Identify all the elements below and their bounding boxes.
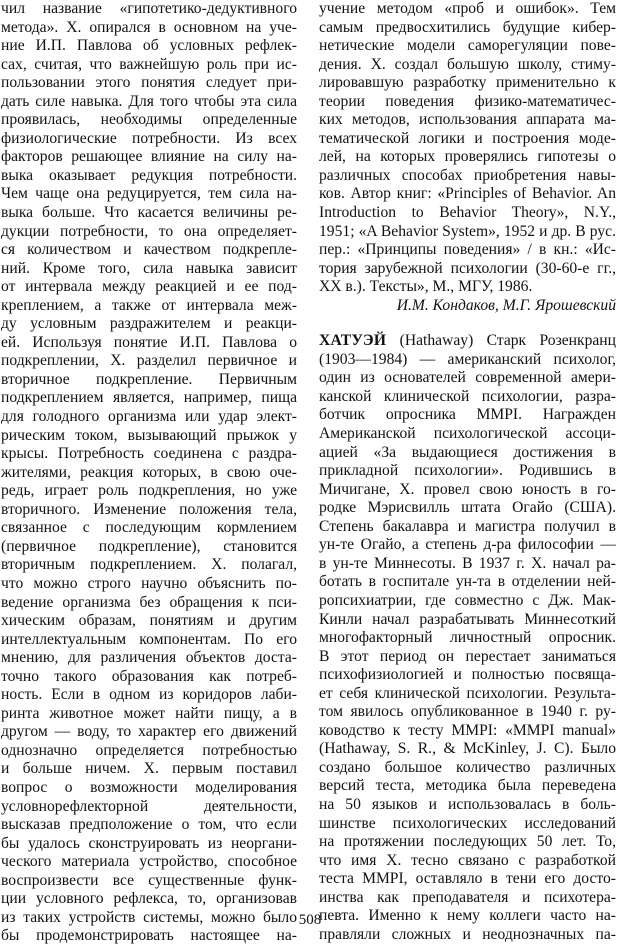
text-line: Кинли начал разрабатывать Миннесоткий bbox=[319, 610, 616, 628]
text-line: самым предвосхитились будущие кибер- bbox=[319, 18, 616, 36]
text-line: ководство к тесту MMPI: «MMPI manual» bbox=[319, 721, 616, 739]
text-line: правляли сложных и неоднозначных па- bbox=[319, 925, 616, 943]
text-line: ческого материала устройство, способное bbox=[1, 853, 297, 871]
text-line: психофизиологией и полностью посвяща- bbox=[319, 666, 616, 684]
text-line: ботчик опросника MMPI. Награжден bbox=[319, 406, 616, 424]
text-line: XX в.). Тексты», М., МГУ, 1986. bbox=[319, 278, 533, 296]
text-line: Чем чаще она редуцируется, тем сила на- bbox=[1, 185, 297, 203]
text-line: Introduction to Behavior Theory», N.Y., bbox=[319, 204, 616, 222]
text-line: ропсихиатрии, где совместно с Дж. Мак- bbox=[319, 591, 616, 609]
text-line: родке Мэрисвилль штата Огайо (США). bbox=[319, 499, 616, 517]
text-line: учение методом «проб и ошибок». Тем bbox=[319, 0, 616, 17]
text-line: крысы. Потребность соединена с раздра- bbox=[1, 445, 297, 463]
text-line: теории поведения физико-математичес- bbox=[319, 92, 616, 110]
text-line: выка больше. Что касается величины ре- bbox=[1, 204, 297, 222]
text-line: пользовании этого понятия следует при- bbox=[1, 74, 297, 92]
text-line: дения. Х. создал большую школу, стиму- bbox=[319, 55, 616, 73]
text-line: ринта животное может найти пищу, а в bbox=[1, 704, 297, 722]
text-line: чил название «гипотетико-дедуктивного bbox=[1, 0, 297, 17]
text-line: (первичное подкрепление), становится bbox=[1, 537, 297, 555]
text-line: инства как преподавателя и психотера- bbox=[319, 888, 616, 906]
text-line: лировавшую разработку применительно к bbox=[319, 74, 616, 92]
text-line: ции условного рефлекса, то, организовав bbox=[1, 890, 297, 908]
text-line: на 50 языков и использовалась в боль- bbox=[319, 795, 616, 813]
text-line: ний. Кроме того, сила навыка зависит bbox=[1, 259, 297, 277]
text-line: мнению, для различения объектов доста- bbox=[1, 649, 297, 667]
text-line: (Hathaway, S. R., & McKinley, J. C). Было bbox=[319, 740, 616, 758]
text-line: вторичным подкреплением. Х. полагал, bbox=[1, 556, 297, 574]
entry-first-line-rest: (Hathaway) Старк Розенкранц bbox=[386, 332, 616, 350]
text-line: В этот период он перестает заниматься bbox=[319, 647, 616, 665]
text-line: физиологические потребности. Из всех bbox=[1, 129, 297, 147]
text-line: жителями, реакция которых, в свою оче- bbox=[1, 463, 297, 481]
text-line: ду условным раздражителем и реакци- bbox=[1, 315, 297, 333]
entry-authors: И.М. Кондаков, М.Г. Ярошевский bbox=[396, 296, 616, 314]
text-line: ботать в госпитале ун-та в отделении ней- bbox=[319, 573, 616, 591]
text-line: шинстве психологических исследований bbox=[319, 814, 616, 832]
text-line: другом — воду, то характер его движений bbox=[1, 723, 297, 741]
text-line: подкреплении, Х. разделил первичное и bbox=[1, 352, 297, 370]
entry-separator bbox=[319, 315, 616, 332]
text-line: связанное с последующим кормлением bbox=[1, 519, 297, 537]
text-line: (1903—1984) — американский психолог, bbox=[319, 350, 616, 368]
left-column bbox=[1, 0, 297, 946]
entry-first-line bbox=[319, 332, 616, 351]
text-line: ей. Используя понятие И.П. Павлова о bbox=[1, 333, 297, 351]
text-line: ся количеством и качеством подкрепле- bbox=[1, 241, 297, 259]
text-line: тематической логики и построения моде- bbox=[319, 129, 616, 147]
text-line: дать силе навыка. Для того чтобы эта сила bbox=[1, 92, 297, 110]
text-line: в ун-те Миннесоты. В 1937 г. Х. начал ра- bbox=[319, 554, 616, 572]
text-line: вторичного. Изменение положения тела, bbox=[1, 500, 297, 518]
text-line: редь, играет роль подкрепления, но уже bbox=[1, 482, 297, 500]
text-line: условнорефлекторной деятельности, bbox=[1, 797, 297, 815]
text-line: тория зарубежной психологии (30-60-е гг., bbox=[319, 259, 616, 277]
text-line: Степень бакалавра и магистра получил в bbox=[319, 517, 616, 535]
text-line: ков. Автор книг: «Principles of Behavior. An bbox=[319, 185, 616, 203]
text-line: точно такого образования как потреб- bbox=[1, 667, 297, 685]
text-line: создано большое количество различных bbox=[319, 758, 616, 776]
entry-headword: ХАТУЭЙ bbox=[319, 332, 387, 350]
text-line: однозначно определяется потребностью bbox=[1, 741, 297, 759]
text-line: канской клинической психологии, разра- bbox=[319, 387, 616, 405]
text-line: ние И.П. Павлова об условных рефлек- bbox=[1, 37, 297, 55]
text-line: что можно строго научно объяснить по- bbox=[1, 574, 297, 592]
text-line: нетические модели саморегуляции пове- bbox=[319, 37, 616, 55]
text-line: бы удалось сконструировать из неоргани- bbox=[1, 834, 297, 852]
text-line: ких методов, использования аппарата ма- bbox=[319, 111, 616, 129]
text-line: один из основателей современной амери- bbox=[319, 369, 616, 387]
right-column bbox=[319, 0, 616, 944]
text-line: том явилось опубликованное в 1940 г. ру- bbox=[319, 703, 616, 721]
text-line: дукции потребности, то она определяет- bbox=[1, 222, 297, 240]
text-line: высказав предположение о том, что если bbox=[1, 816, 297, 834]
text-line: интеллектуальным компонентам. По его bbox=[1, 630, 297, 648]
text-line: из таких устройств системы, можно было bbox=[1, 908, 297, 926]
text-line: Американской психологической ассоци- bbox=[319, 425, 616, 443]
text-line: пер.: «Принципы поведения» / в кн.: «Ис- bbox=[319, 241, 616, 259]
text-line: бы продемонстрировать настоящее на- bbox=[1, 927, 297, 945]
text-line: ун-те Огайо, а степень д-ра философии — bbox=[319, 536, 616, 554]
text-line: для голодного организма или удар элект- bbox=[1, 408, 297, 426]
text-line: теста MMPI, оставляло в тени его досто- bbox=[319, 870, 616, 888]
text-line: хическим образам, понятиям и другим bbox=[1, 612, 297, 630]
text-line: рическим током, вызывающий прыжок у bbox=[1, 426, 297, 444]
text-line: на протяжении последующих 50 лет. То, bbox=[319, 833, 616, 851]
text-line: ведение организма без обращения к пси- bbox=[1, 593, 297, 611]
text-line: сах, считая, что важнейшую роль при ис- bbox=[1, 55, 297, 73]
text-line: ность. Если в одном из коридоров лаби- bbox=[1, 686, 297, 704]
text-line: креплением, а также от интервала меж- bbox=[1, 296, 297, 314]
text-line: ацией «За выдающиеся достижения в bbox=[319, 443, 616, 461]
text-line: вопрос о возможности моделирования bbox=[1, 778, 297, 796]
text-line: версий теста, методика была переведена bbox=[319, 777, 616, 795]
text-line: воспроизвести все существенные функ- bbox=[1, 871, 297, 889]
text-line: ет себя клинической психологии. Результа- bbox=[319, 684, 616, 702]
page-number: 508 bbox=[298, 912, 322, 928]
text-line: подкреплением является, например, пища bbox=[1, 389, 297, 407]
text-line: 1951; «A Behavior System», 1952 и др. В рус. bbox=[319, 222, 616, 240]
text-line: проявилась, необходимы определенные bbox=[1, 111, 297, 129]
text-line: от интервала между реакцией и ее под- bbox=[1, 278, 297, 296]
text-line: многофакторный личностный опросник. bbox=[319, 629, 616, 647]
text-line: Мичигане, Х. провел свою юность в го- bbox=[319, 480, 616, 498]
text-line: и больше ничем. Х. первым поставил bbox=[1, 760, 297, 778]
text-line: что имя Х. тесно связано с разработкой bbox=[319, 851, 616, 869]
text-line: вторичное подкрепление. Первичным bbox=[1, 370, 297, 388]
text-line: факторов решающее влияние на силу на- bbox=[1, 148, 297, 166]
text-line: различных способах приобретения навы- bbox=[319, 166, 616, 184]
text-line: лей, на которых проверялись гипотезы о bbox=[319, 148, 616, 166]
text-line: метода». Х. опирался в основном на уче- bbox=[1, 18, 297, 36]
text-line: прикладной психологии». Родившись в bbox=[319, 462, 616, 480]
text-line: певта. Именно к нему коллеги часто на- bbox=[319, 907, 616, 925]
text-line: выка оказывает редукция потребности. bbox=[1, 166, 297, 184]
